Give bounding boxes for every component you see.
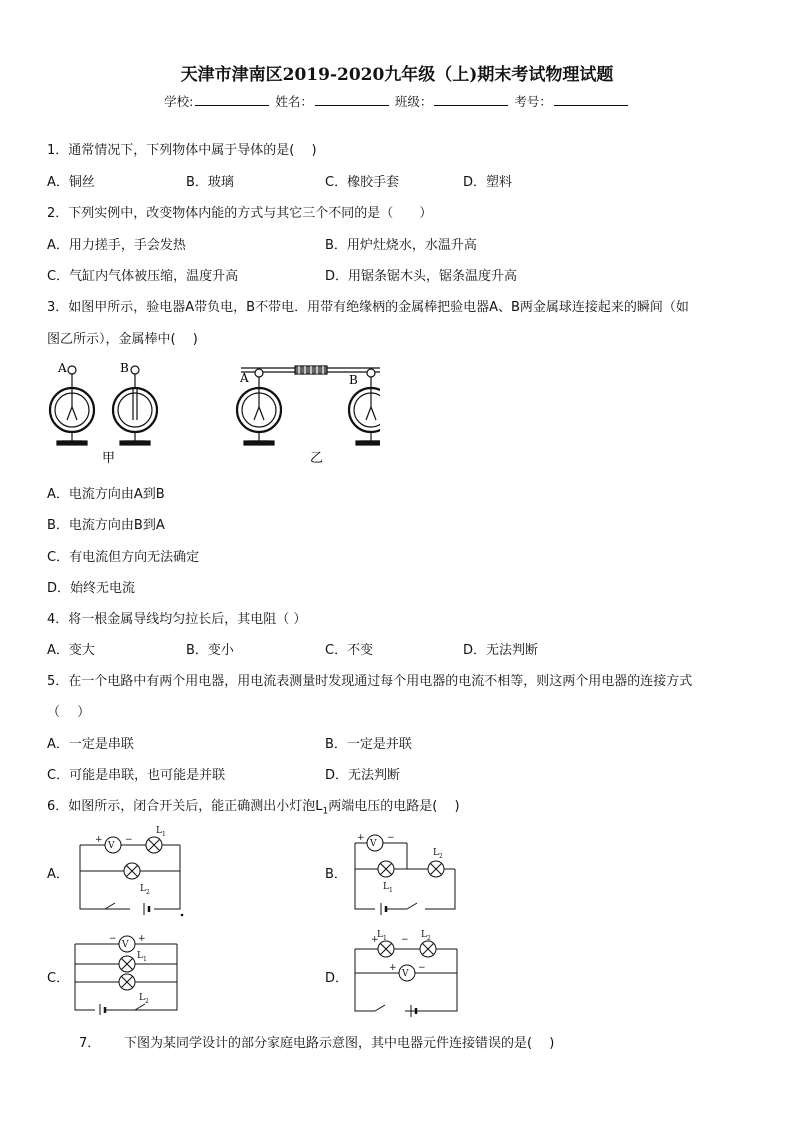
- q6-stem-sub: 1: [322, 806, 329, 817]
- question-5-stem-line2: （ ）: [47, 705, 91, 720]
- lamp-l1-label-a: $L_1$: [156, 826, 166, 838]
- student-info-line: [0, 92, 794, 110]
- q2-option-d[interactable]: D．用锯条锯木头，锯条温度升高: [325, 269, 518, 284]
- q1-option-b[interactable]: B．玻璃: [186, 175, 234, 190]
- q4-option-a[interactable]: A．变大: [47, 643, 95, 658]
- q6-option-b[interactable]: B．: [325, 867, 347, 882]
- question-3-stem-line2: 图乙所示），金属棒中( ): [47, 332, 198, 347]
- electroscope-figure: [40, 355, 380, 470]
- label-jia: 甲: [102, 451, 116, 466]
- minus-label-d2: −: [401, 935, 409, 945]
- circuit-d: [345, 925, 470, 1017]
- school-blank[interactable]: [195, 93, 269, 106]
- q6-option-d[interactable]: D．: [325, 971, 349, 986]
- question-3-stem-line1: 3．如图甲所示，验电器A带负电，B不带电．用带有绝缘柄的金属棒把验电器A、B两金属球连接起来的瞬间（如: [47, 300, 689, 315]
- class-label: 班级：: [394, 94, 433, 109]
- q3-option-c[interactable]: C．有电流但方向无法确定: [47, 550, 200, 565]
- label-b-jia: B: [120, 361, 129, 375]
- question-7-number: 7．: [79, 1036, 101, 1051]
- class-blank[interactable]: [434, 93, 508, 106]
- lamp-l2-label-a: $L_2$: [140, 884, 150, 896]
- voltmeter-label-d: V: [402, 969, 409, 979]
- lamp-l2-label-c: $L_2$: [139, 993, 149, 1005]
- q6-option-a[interactable]: A．: [47, 867, 69, 882]
- exam-number-label: 考号：: [514, 94, 552, 109]
- electroscope-b-jia: [113, 366, 157, 445]
- lamp-l1-label-d: $L_1$: [377, 930, 387, 942]
- minus-label-a: −: [125, 835, 133, 845]
- plus-label-b: +: [357, 833, 365, 843]
- page-title: 天津市津南区2019-2020九年级（上)期末考试物理试题: [180, 65, 614, 85]
- q3-option-b[interactable]: B．电流方向由B到A: [47, 518, 165, 533]
- plus-label-d2: +: [371, 935, 379, 945]
- question-6-stem: [47, 795, 460, 817]
- q3-option-d[interactable]: D．始终无电流: [47, 581, 136, 596]
- q5-option-d[interactable]: D．无法判断: [325, 768, 401, 783]
- circuit-a: [70, 825, 190, 917]
- q6-stem-pre: 6．如图所示，闭合开关后，能正确测出小灯泡L: [47, 799, 323, 814]
- q1-option-c[interactable]: C．橡胶手套: [325, 175, 400, 190]
- question-5-stem-line1: 5．在一个电路中有两个用电器，用电流表测量时发现通过每个用电器的电流不相等，则这两个用电器的连接方式: [47, 674, 693, 689]
- q6-option-c[interactable]: C．: [47, 971, 70, 986]
- minus-label-b: −: [387, 833, 395, 843]
- label-a-yi: A: [240, 371, 249, 385]
- q4-option-c[interactable]: C．不变: [325, 643, 374, 658]
- question-4-stem: 4．将一根金属导线均匀拉长后，其电阻（ ）: [47, 612, 307, 627]
- lamp-l2-label-d: $L_2$: [421, 930, 431, 942]
- q2-option-b[interactable]: B．用炉灶烧水，水温升高: [325, 238, 477, 253]
- q1-option-a[interactable]: A．铜丝: [47, 175, 95, 190]
- lamp-l2-label-b: $L_2$: [433, 848, 443, 860]
- label-a-jia: A: [58, 361, 67, 375]
- q4-option-b[interactable]: B．变小: [186, 643, 234, 658]
- plus-label-c: +: [138, 934, 146, 944]
- school-label: 学校:: [164, 94, 194, 109]
- question-1-stem: 1．通常情况下，下列物体中属于导体的是( ): [47, 143, 317, 158]
- plus-label-d: +: [389, 963, 397, 973]
- q3-option-a[interactable]: A．电流方向由A到B: [47, 487, 165, 502]
- question-2-stem: 2．下列实例中，改变物体内能的方式与其它三个不同的是（ ）: [47, 206, 433, 221]
- name-blank[interactable]: [315, 93, 389, 106]
- question-7-stem: 下图为某同学设计的部分家庭电路示意图，其中电器元件连接错误的是( ): [124, 1036, 555, 1051]
- q5-option-b[interactable]: B．一定是并联: [325, 737, 412, 752]
- name-label: 姓名：: [275, 94, 313, 109]
- circuit-b: [345, 825, 465, 917]
- lamp-l1-label-b: $L_1$: [383, 882, 393, 894]
- label-yi: 乙: [310, 451, 324, 466]
- q1-option-d[interactable]: D．塑料: [463, 175, 513, 190]
- q5-option-a[interactable]: A．一定是串联: [47, 737, 134, 752]
- plus-label-a: +: [95, 835, 103, 845]
- minus-label-c: −: [109, 934, 117, 944]
- q2-option-c[interactable]: C．气缸内气体被压缩，温度升高: [47, 269, 239, 284]
- voltmeter-label-a: V: [108, 841, 115, 851]
- q6-stem-post: 两端电压的电路是( ): [328, 799, 460, 814]
- exam-number-blank[interactable]: [554, 93, 628, 106]
- voltmeter-label-c: V: [122, 940, 129, 950]
- electroscope-a-jia: [50, 366, 94, 445]
- lamp-l1-label-c: $L_1$: [137, 951, 147, 963]
- q2-option-a[interactable]: A．用力搓手，手会发热: [47, 238, 186, 253]
- minus-label-d: −: [418, 963, 426, 973]
- circuit-c: [65, 930, 190, 1015]
- voltmeter-label-b: V: [370, 839, 377, 849]
- q4-option-d[interactable]: D．无法判断: [463, 643, 539, 658]
- q5-option-c[interactable]: C．可能是串联，也可能是并联: [47, 768, 226, 783]
- label-b-yi: B: [349, 373, 358, 387]
